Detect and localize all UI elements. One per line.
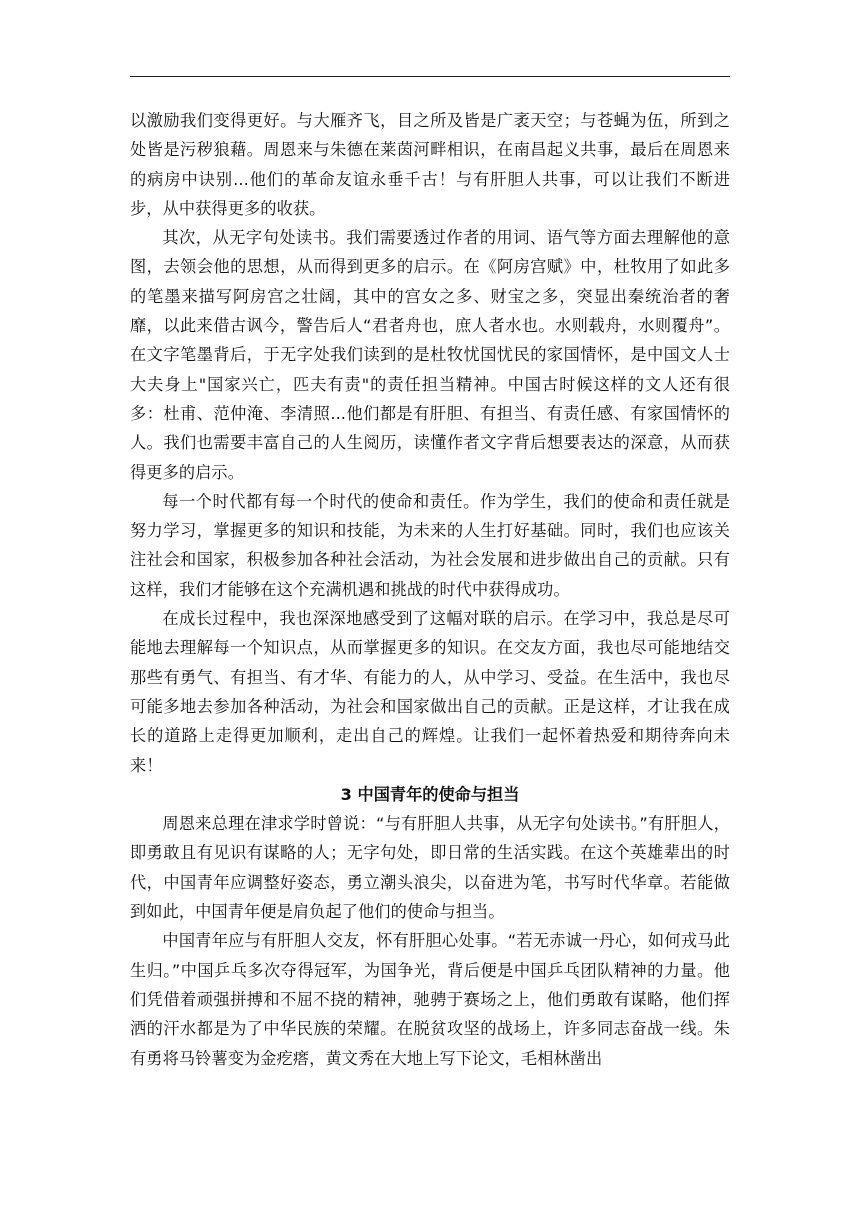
paragraph: 中国青年应与有肝胆人交友，怀有肝胆心处事。“若无赤诚一丹心，如何戎马此生归。”中国乒乓多次夺得冠军，为国争光，背后便是中国乒乓团队精神的力量。他们凭借着顽强拼搏和不屈不挠的精神，驰骋于赛场之上，他们勇敢有谋略，他们挥洒的汗水都是为了中华民族的荣耀。在脱贫攻坚的战场上，许多同志奋战一线。朱有勇将马铃薯变为金疙瘩，黄文秀在大地上写下论文，毛相林凿出 <box>130 931 730 1068</box>
section-heading: 3 中国青年的使命与担当 <box>340 784 520 804</box>
paragraph: 每一个时代都有每一个时代的使命和责任。作为学生，我们的使命和责任就是努力学习，掌握更多的知识和技能，为未来的人生打好基础。同时，我们也应该关注社会和国家，积极参加各种社会活动，为社会发展和进步做出自己的贡献。只有这样，我们才能够在这个充满机遇和挑战的时代中获得成功。 <box>130 491 730 599</box>
paragraph: 以激励我们变得更好。与大雁齐飞，目之所及皆是广袤天空；与苍蝇为伍，所到之处皆是污秽狼藉。周恩来与朱德在莱茵河畔相识，在南昌起义共事，最后在周恩来的病房中诀别...他们的革命友谊永垂千古！与有肝胆人共事，可以让我们不断进步，从中获得更多的收获。 <box>130 111 730 218</box>
document-body <box>130 106 730 1073</box>
paragraph: 其次，从无字句处读书。我们需要透过作者的用词、语气等方面去理解他的意图，去领会他的思想，从而得到更多的启示。在《阿房宫赋》中，杜牧用了如此多的笔墨来描写阿房宫之壮阔，其中的宫女之多、财宝之多，突显出秦统治者的奢靡，以此来借古讽今，警告后人“君者舟也，庶人者水也。水则载舟，水则覆舟”。在文字笔墨背后，于无字处我们读到的是杜牧忧国忧民的家国情怀，是中国文人士大夫身上"国家兴亡，匹夫有责"的责任担当精神。中国古时候这样的文人还有很多：杜甫、范仲淹、李清照...他们都是有肝胆、有担当、有责任感、有家国情怀的人。我们也需要丰富自己的人生阅历，读懂作者文字背后想要表达的深意，从而获得更多的启示。 <box>130 228 730 482</box>
paragraph: 周恩来总理在津求学时曾说：“与有肝胆人共事，从无字句处读书。”有肝胆人，即勇敢且有见识有谋略的人；无字句处，即日常的生活实践。在这个英雄辈出的时代，中国青年应调整好姿态，勇立潮头浪尖，以奋进为笔，书写时代华章。若能做到如此，中国青年便是肩负起了他们的使命与担当。 <box>130 814 730 922</box>
header-rule <box>130 76 730 77</box>
paragraph: 在成长过程中，我也深深地感受到了这幅对联的启示。在学习中，我总是尽可能地去理解每一个知识点，从而掌握更多的知识。在交友方面，我也尽可能地结交那些有勇气、有担当、有才华、有能力的人，从中学习、受益。在生活中，我也尽可能多地去参加各种活动，为社会和国家做出自己的贡献。正是这样，才让我在成长的道路上走得更加顺利，走出自己的辉煌。让我们一起怀着热爱和期待奔向未来！ <box>130 609 730 775</box>
